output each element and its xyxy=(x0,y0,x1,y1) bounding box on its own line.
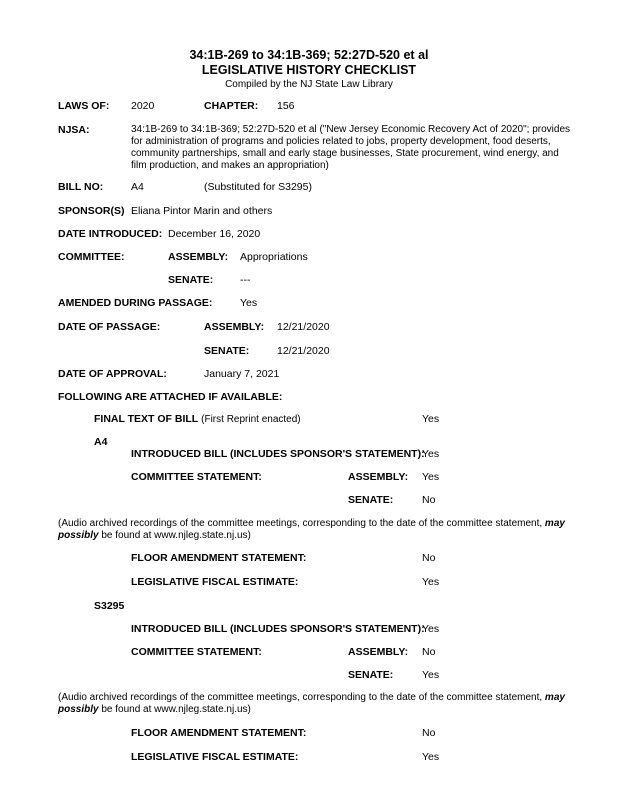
bill-id-s3295: S3295 xyxy=(94,600,125,612)
s3295-fiscal-label: LEGISLATIVE FISCAL ESTIMATE: xyxy=(131,751,299,763)
a4-introduced-value: Yes xyxy=(422,448,440,460)
a4-audio-pre: (Audio archived recordings of the committee meetings, corresponding to the date of the committee statement, xyxy=(58,518,545,529)
amended-value: Yes xyxy=(240,297,258,309)
passage-label: DATE OF PASSAGE: xyxy=(58,321,161,333)
sponsors-label: SPONSOR(S) xyxy=(58,205,125,217)
attached-heading: FOLLOWING ARE ATTACHED IF AVAILABLE: xyxy=(58,391,283,403)
date-introduced-value: December 16, 2020 xyxy=(168,228,261,240)
s3295-senate-label: SENATE: xyxy=(348,669,394,681)
bill-no-label: BILL NO: xyxy=(58,181,104,193)
s3295-assembly-label: ASSEMBLY: xyxy=(348,646,409,658)
bill-id-a4: A4 xyxy=(94,436,108,448)
njsa-label: NJSA: xyxy=(58,124,90,136)
committee-assembly-label: ASSEMBLY: xyxy=(168,251,229,263)
s3295-assembly-value: No xyxy=(422,646,436,658)
committee-assembly-value: Appropriations xyxy=(240,251,308,263)
a4-audio-em: may possibly xyxy=(58,518,565,541)
a4-senate-label: SENATE: xyxy=(348,494,394,506)
a4-fiscal-label: LEGISLATIVE FISCAL ESTIMATE: xyxy=(131,576,299,588)
njsa-text: 34:1B-269 to 34:1B-369; 52:27D-520 et al ("New Jersey Economic Recovery Act of 2020"; provides for administration of programs and policies related to jobs, property development, food deserts, community partnerships, small and early stage businesses, State procurement, wind energy, and film production, and makes an appropriation) xyxy=(131,124,571,171)
s3295-audio-em: may possibly xyxy=(58,692,565,715)
chapter-value: 156 xyxy=(277,100,295,112)
committee-senate-value: --- xyxy=(240,274,251,286)
a4-audio-note xyxy=(58,518,603,542)
final-text-row xyxy=(94,413,301,426)
final-text-note: (First Reprint enacted) xyxy=(201,414,301,425)
s3295-audio-note xyxy=(58,692,603,716)
committee-senate-label: SENATE: xyxy=(168,274,214,286)
a4-assembly-label: ASSEMBLY: xyxy=(348,471,409,483)
s3295-audio-post: be found at www.njleg.state.nj.us) xyxy=(98,704,251,715)
final-text-value: Yes xyxy=(422,413,440,425)
a4-assembly-value: Yes xyxy=(422,471,440,483)
s3295-fiscal-value: Yes xyxy=(422,751,440,763)
approval-value: January 7, 2021 xyxy=(204,368,280,380)
sponsors-value: Eliana Pintor Marin and others xyxy=(131,205,273,217)
amended-label: AMENDED DURING PASSAGE: xyxy=(58,297,213,309)
s3295-senate-value: Yes xyxy=(422,669,440,681)
laws-of-year: 2020 xyxy=(131,100,155,112)
date-introduced-label: DATE INTRODUCED: xyxy=(58,228,163,240)
committee-label: COMMITTEE: xyxy=(58,251,125,263)
doc-title: LEGISLATIVE HISTORY CHECKLIST xyxy=(201,63,417,77)
s3295-floor-label: FLOOR AMENDMENT STATEMENT: xyxy=(131,727,307,739)
bill-substitution-note: (Substituted for S3295) xyxy=(204,181,312,193)
laws-of-label: LAWS OF: xyxy=(58,100,110,112)
a4-floor-value: No xyxy=(422,552,436,564)
approval-label: DATE OF APPROVAL: xyxy=(58,368,167,380)
s3295-committee-label: COMMITTEE STATEMENT: xyxy=(131,646,262,658)
a4-senate-value: No xyxy=(422,494,436,506)
passage-assembly-label: ASSEMBLY: xyxy=(204,321,265,333)
chapter-label: CHAPTER: xyxy=(204,100,259,112)
a4-introduced-label: INTRODUCED BILL (INCLUDES SPONSOR'S STATEMENT): xyxy=(131,448,425,460)
passage-senate-label: SENATE: xyxy=(204,345,250,357)
s3295-introduced-label: INTRODUCED BILL (INCLUDES SPONSOR'S STATEMENT): xyxy=(131,623,425,635)
bill-no-value: A4 xyxy=(131,181,144,193)
a4-fiscal-value: Yes xyxy=(422,576,440,588)
passage-senate-value: 12/21/2020 xyxy=(277,345,330,357)
passage-assembly-value: 12/21/2020 xyxy=(277,321,330,333)
doc-title-citation: 34:1B-269 to 34:1B-369; 52:27D-520 et al xyxy=(189,48,429,62)
s3295-introduced-value: Yes xyxy=(422,623,440,635)
a4-audio-post: be found at www.njleg.state.nj.us) xyxy=(98,530,251,541)
final-text-label: FINAL TEXT OF BILL xyxy=(94,413,199,425)
compiled-by: Compiled by the NJ State Law Library xyxy=(225,79,393,90)
a4-committee-label: COMMITTEE STATEMENT: xyxy=(131,471,262,483)
a4-floor-label: FLOOR AMENDMENT STATEMENT: xyxy=(131,552,307,564)
s3295-floor-value: No xyxy=(422,727,436,739)
s3295-audio-pre: (Audio archived recordings of the committee meetings, corresponding to the date of the committee statement, xyxy=(58,692,545,703)
